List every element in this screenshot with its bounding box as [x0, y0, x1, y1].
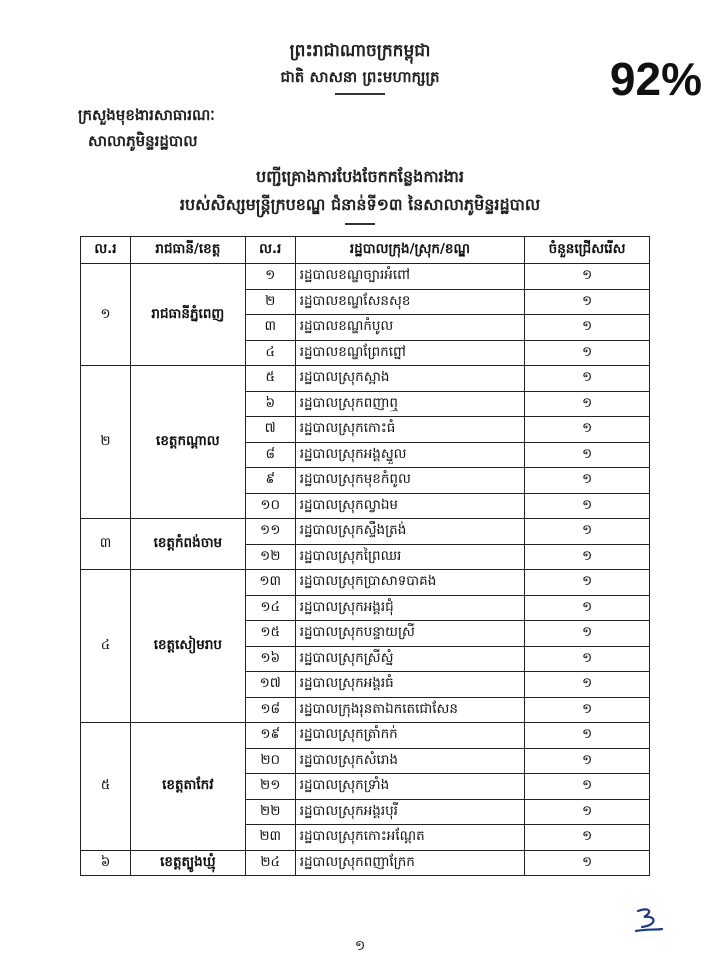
count-cell: ១: [525, 417, 650, 443]
district-name-cell: រដ្ឋបាលស្រុកអង្គរបុរី: [295, 799, 525, 825]
district-name-cell: រដ្ឋបាលក្រុងរុនតាឯកតេជោសែន: [295, 697, 525, 723]
page-number: ១: [354, 938, 366, 954]
sequence-cell: ១៨: [245, 697, 295, 723]
province-number-cell: ២: [81, 366, 131, 519]
district-name-cell: រដ្ឋបាលស្រុកពញាឮ: [295, 391, 525, 417]
table-row: [81, 723, 650, 749]
district-name-cell: រដ្ឋបាលស្រុកស្រីស្នំ: [295, 646, 525, 672]
sequence-cell: ២: [245, 289, 295, 315]
district-name-cell: រដ្ឋបាលស្រុកមុខកំពូល: [295, 468, 525, 494]
count-cell: ១: [525, 825, 650, 851]
count-cell: ១: [525, 621, 650, 647]
document-title-line2: របស់សិស្សមន្ត្រីក្របខណ្ឌ ជំនាន់ទី១៣ នៃសាលាភូមិន្ទរដ្ឋបាល: [179, 195, 541, 214]
count-cell: ១: [525, 850, 650, 876]
sequence-cell: ២០: [245, 748, 295, 774]
province-number-cell: ៦: [81, 850, 131, 876]
province-name-cell: ខេត្តកណ្ដាល: [130, 366, 245, 519]
table-row: [81, 264, 650, 290]
sequence-cell: ១៧: [245, 672, 295, 698]
table-header-row: [81, 237, 650, 264]
heading-divider: [335, 93, 385, 95]
sequence-cell: ៦: [245, 391, 295, 417]
sequence-cell: ១៣: [245, 570, 295, 596]
province-name-cell: រាជធានីភ្នំពេញ: [130, 264, 245, 366]
allocation-table: [80, 236, 650, 876]
district-name-cell: រដ្ឋបាលស្រុកល្វាឯម: [295, 493, 525, 519]
table-row: [81, 519, 650, 545]
province-name-cell: ខេត្តតាកែវ: [130, 723, 245, 851]
header-seq: ល.រ: [245, 237, 295, 264]
count-cell: ១: [525, 570, 650, 596]
handwritten-initial: [630, 905, 666, 935]
district-name-cell: រដ្ឋបាលស្រុកកោះធំ: [295, 417, 525, 443]
district-name-cell: រដ្ឋបាលស្រុកបន្ទាយស្រី: [295, 621, 525, 647]
sequence-cell: ២៤: [245, 850, 295, 876]
district-name-cell: រដ្ឋបាលស្រុកត្រាំកក់: [295, 723, 525, 749]
sequence-cell: ១១: [245, 519, 295, 545]
title-divider: [345, 223, 375, 225]
count-cell: ១: [525, 595, 650, 621]
count-cell: ១: [525, 646, 650, 672]
sequence-cell: ៥: [245, 366, 295, 392]
count-cell: ១: [525, 391, 650, 417]
sequence-cell: ៣: [245, 315, 295, 341]
header-province: រាជធានី/ខេត្ត: [130, 237, 245, 264]
province-name-cell: ខេត្តត្បូងឃ្មុំ: [130, 850, 245, 876]
count-cell: ១: [525, 723, 650, 749]
header-no: ល.រ: [81, 237, 131, 264]
sequence-cell: ១២: [245, 544, 295, 570]
sequence-cell: ៩: [245, 468, 295, 494]
district-name-cell: រដ្ឋបាលស្រុកអង្គរជុំ: [295, 595, 525, 621]
sequence-cell: ១០: [245, 493, 295, 519]
district-name-cell: រដ្ឋបាលស្រុកសំរោង: [295, 748, 525, 774]
sequence-cell: ៤: [245, 340, 295, 366]
district-name-cell: រដ្ឋបាលខណ្ឌច្បារអំពៅ: [295, 264, 525, 290]
province-name-cell: ខេត្តកំពង់ចាម: [130, 519, 245, 570]
kingdom-heading: ព្រះរាជាណាចក្រកម្ពុជា: [289, 41, 431, 61]
province-number-cell: ៥: [81, 723, 131, 851]
national-motto: ជាតិ សាសនា ព្រះមហាក្សត្រ: [280, 68, 440, 86]
sequence-cell: ៧: [245, 417, 295, 443]
district-name-cell: រដ្ឋបាលស្រុកអង្គស្នួល: [295, 442, 525, 468]
district-name-cell: រដ្ឋបាលស្រុកអង្គរធំ: [295, 672, 525, 698]
district-name-cell: រដ្ឋបាលស្រុកព្រៃឈរ: [295, 544, 525, 570]
count-cell: ១: [525, 697, 650, 723]
sequence-cell: ១៩: [245, 723, 295, 749]
count-cell: ១: [525, 264, 650, 290]
sequence-cell: ២១: [245, 774, 295, 800]
count-cell: ១: [525, 544, 650, 570]
table-row: [81, 366, 650, 392]
table-row: [81, 850, 650, 876]
header-district: រដ្ឋបាលក្រុង/ស្រុក/ខណ្ឌ: [295, 237, 525, 264]
district-name-cell: រដ្ឋបាលខណ្ឌព្រែកព្នៅ: [295, 340, 525, 366]
district-name-cell: រដ្ឋបាលស្រុកទ្រាំង: [295, 774, 525, 800]
count-cell: ១: [525, 468, 650, 494]
count-cell: ១: [525, 748, 650, 774]
count-cell: ១: [525, 315, 650, 341]
district-name-cell: រដ្ឋបាលស្រុកប្រាសាទបាគង: [295, 570, 525, 596]
district-name-cell: រដ្ឋបាលស្រុកកោះអណ្ដែត: [295, 825, 525, 851]
sequence-cell: ២២: [245, 799, 295, 825]
district-name-cell: រដ្ឋបាលខណ្ឌកំបូល: [295, 315, 525, 341]
count-cell: ១: [525, 493, 650, 519]
count-cell: ១: [525, 366, 650, 392]
district-name-cell: រដ្ឋបាលខណ្ឌសែនសុខ: [295, 289, 525, 315]
table-row: [81, 570, 650, 596]
count-cell: ១: [525, 774, 650, 800]
count-cell: ១: [525, 340, 650, 366]
count-cell: ១: [525, 672, 650, 698]
province-number-cell: ១: [81, 264, 131, 366]
ministry-name: ក្រសួងមុខងារសាធារណៈ: [78, 106, 215, 124]
sequence-cell: ២៣: [245, 825, 295, 851]
sequence-cell: ១: [245, 264, 295, 290]
school-name: សាលាភូមិន្ទរដ្ឋបាល: [88, 132, 198, 150]
district-name-cell: រដ្ឋបាលស្រុកស្ទឹងត្រង់: [295, 519, 525, 545]
sequence-cell: ១៥: [245, 621, 295, 647]
province-name-cell: ខេត្តសៀមរាប: [130, 570, 245, 723]
count-cell: ១: [525, 799, 650, 825]
table-body: [81, 264, 650, 876]
province-number-cell: ៤: [81, 570, 131, 723]
district-name-cell: រដ្ឋបាលស្រុកស្អាង: [295, 366, 525, 392]
document-title-line1: បញ្ជីគ្រោងការបែងចែកកន្លែងការងារ: [256, 167, 464, 186]
header-count: ចំនួនជ្រើសរើស: [525, 237, 650, 264]
district-name-cell: រដ្ឋបាលស្រុកពញាក្រែក: [295, 850, 525, 876]
count-cell: ១: [525, 442, 650, 468]
sequence-cell: ១៦: [245, 646, 295, 672]
sequence-cell: ៨: [245, 442, 295, 468]
sequence-cell: ១៤: [245, 595, 295, 621]
count-cell: ១: [525, 289, 650, 315]
count-cell: ១: [525, 519, 650, 545]
percent-mark: 92%: [609, 53, 702, 105]
province-number-cell: ៣: [81, 519, 131, 570]
